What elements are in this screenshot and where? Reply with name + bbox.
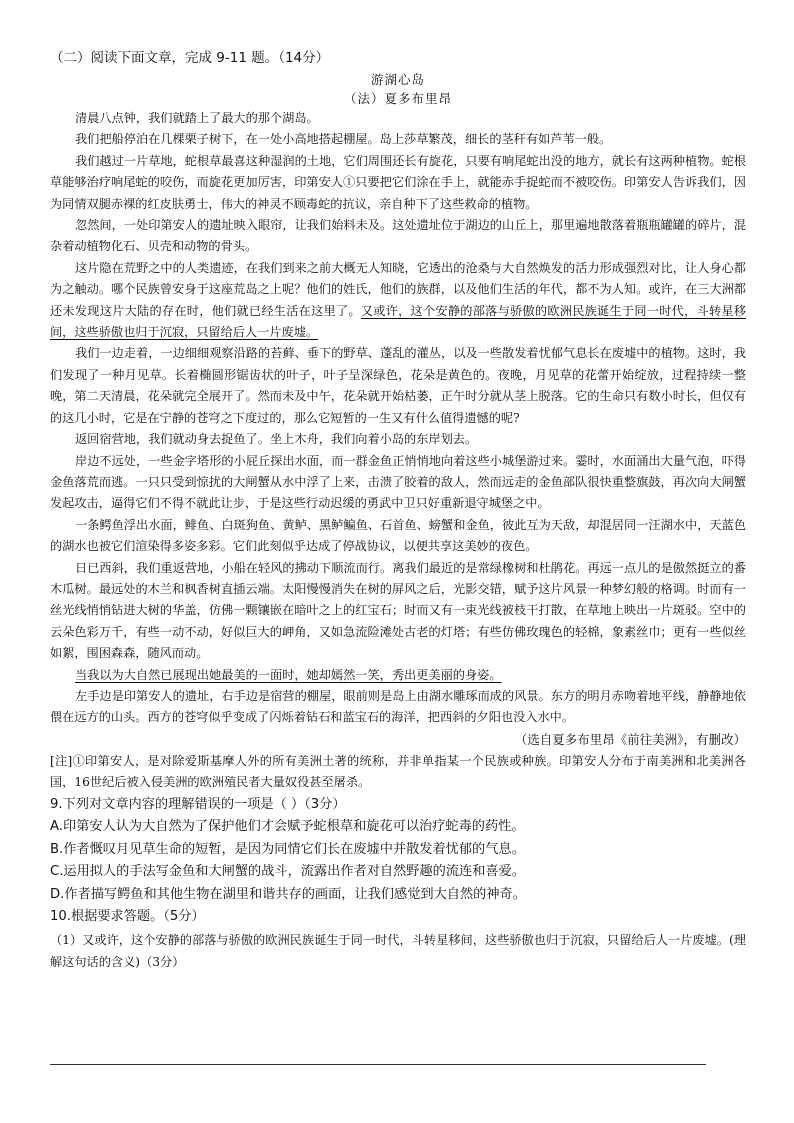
question-10-sub-1: （1）又或许，这个安静的部落与骄傲的欧洲民族诞生于同一时代，斗转星移间，这些骄傲也归于沉寂，只留给后人一片废墟。(理解这句话的含义)（3分） xyxy=(50,932,746,969)
paragraph-7: 返回宿营地，我们就动身去捉鱼了。坐上木舟，我们向着小岛的东岸划去。 xyxy=(75,432,478,447)
section-header: （二）阅读下面文章，完成 9-11 题。（14分） xyxy=(50,50,330,66)
underlined-sentence: 又或许，这个安静的部落与骄傲的欧洲民族诞生于同一时代，斗转星移间，这些骄傲也归于沉寂，只留给后人一片废墟。 xyxy=(50,303,747,340)
article-source: （选自夏多布里昂《前往美洲》，有删改） xyxy=(514,731,746,747)
paragraph-9: 一条鳄鱼浮出水面，鲱鱼、白斑狗鱼、黄鲈、黑鲈鳊鱼、石首鱼、螃蟹和金鱼，彼此互为天敌，却混居同一汪湖水中，天蓝色的湖水也被它们渲染得多姿多彩。它们此刻似乎达成了停战协议，以便共享这美妙的夜色。 xyxy=(50,517,746,554)
question-9-stem: 9.下列对文章内容的理解错误的一项是（ ）（3分） xyxy=(50,796,346,812)
paragraph-1: 清晨八点钟，我们就踏上了最大的那个湖岛。 xyxy=(75,111,319,125)
question-9-option-a: A.印第安人认为大自然为了保护他们才会赋予蛇根草和旋花可以治疗蛇毒的药性。 xyxy=(50,819,525,835)
exam-page xyxy=(50,48,746,973)
article-author: （法）夏多布里昂 xyxy=(343,91,452,106)
question-9-option-b: B.作者慨叹月见草生命的短暂，是因为同情它们长在废墟中并散发着忧郁的气息。 xyxy=(50,841,525,857)
answer-line[interactable] xyxy=(50,1064,706,1065)
question-10-stem: 10.根据要求答题。（5分） xyxy=(50,909,205,925)
paragraph-10: 日已西斜，我们重返营地，小船在轻风的拂动下顺流而行。离我们最近的是常绿橡树和杜鹃花。再远一点儿的是傲然挺立的番木瓜树。最远处的木兰和枫香树直插云端。太阳慢慢消失在树的屏风之后，光影交错，赋予这片风景一种梦幻般的格调。时而有一丝光线悄悄钻进大树的华盖，仿佛一颗镶嵌在暗叶之上的红宝石；时而又有一束光线被枝干打散，在草地上映出一片斑驳。空中的云朵色彩万千，有些一动不动，好似巨大的岬角，又如急流险滩处古老的灯塔；有些仿佛玫瑰色的轻棉，象素丝巾；更有一些似丝如絮，围困森森，随风而动。 xyxy=(50,560,746,661)
paragraph-3: 我们越过一片草地，蛇根草最喜这种湿润的土地，它们周围还长有旋花，只要有响尾蛇出没的地方，就长有这两种植物。蛇根草能够治疗响尾蛇的咬伤，而旋花更加厉害，印第安人①只要把它们涂在手上，就能赤手捉蛇而不被咬伤。印第安人告诉我们，因为同情双腿赤裸的红皮肤勇士，伟大的神灵不顾毒蛇的抗议，亲自种下了这些救命的植物。 xyxy=(50,153,746,211)
article-title: 游湖心岛 xyxy=(370,72,425,87)
question-9-option-d: D.作者描写鳄鱼和其他生物在湖里和谐共存的画面，让我们感觉到大自然的神奇。 xyxy=(50,886,526,902)
paragraph-5 xyxy=(50,258,746,344)
paragraph-5-text: 这片隐在荒野之中的人类遗迹，在我们到来之前大概无人知晓，它透出的沧桑与大自然焕发的活力形成强烈对比，让人身心都为之触动。哪个民族曾安身于这座荒岛之上呢？他们的姓氏，他们的族群，以及他们生活的年代，都不为人知。或许，在三大洲都还未发现这片大陆的存在时，他们就已经生活在这里了。 xyxy=(50,260,746,318)
paragraph-12: 左手边是印第安人的遗址，右手边是宿营的棚屋，眼前则是岛上由湖水雕琢而成的风景。东方的明月赤吻着地平线，静静地依偎在远方的山头。西方的苍穹似乎变成了闪烁着钻石和蓝宝石的海洋，把西斜的夕阳也没入水中。 xyxy=(50,688,746,725)
paragraph-4: 忽然间，一处印第安人的遗址映入眼帘，让我们始料未及。这处遗址位于湖边的山丘上，那里遍地散落着瓶瓶罐罐的碎片，混杂着动植物化石、贝壳和动物的骨头。 xyxy=(50,218,746,254)
paragraph-8: 岸边不远处，一些金字塔形的小屁丘探出水面，而一群金鱼正悄悄地向着这些小城堡游过来。霎时，水面涌出大量气泡，吓得金鱼落荒而逃。一只只受到惊扰的大闸蟹从水中浮了上来，击溃了胶着的敌人，然而远走的金鱼部队很快重整旗鼓，再次向大闸蟹发起攻击，逼得它们不得不就此让步，于是这些行动迟缓的勇武中卫只好重新退守城堡之中。 xyxy=(50,453,746,511)
question-9-option-c: C.运用拟人的手法写金鱼和大闸蟹的战斗，流露出作者对自然野趣的流连和喜爱。 xyxy=(50,864,525,880)
footnote: [注]①印第安人，是对除爱斯基摩人外的所有美洲土著的统称，并非单指某一个民族或种族。印第安人分布于南美洲和北美洲各国，16世纪后被入侵美洲的欧洲殖民者大量奴役甚至屠杀。 xyxy=(50,753,746,790)
paragraph-11: 当我以为大自然已展现出她最美的一面时，她却嫣然一笑，秀出更美丽的身姿。 xyxy=(75,667,502,682)
paragraph-6: 我们一边走着，一边细细观察沿路的苔藓、垂下的野草、蓬乱的灌丛，以及一些散发着忧郁气息长在废墟中的植物。这时，我们发现了一种月见草。长着椭圆形锯齿状的叶子，叶子呈深绿色，花朵是黄色的。夜晚，月见草的花蕾开始绽放，过程持续一整晚，第二天清晨，花朵就完全展开了。然而未及中午，花朵就开始枯萎，正午时分就从茎上脱落。它的生命只有数小时长，但仅有的这几小时，它是在宁静的苍穹之下度过的，那么它短暂的一生又有什么值得遗憾的呢? xyxy=(50,346,746,425)
paragraph-2: 我们把船停泊在几棵栗子树下，在一处小高地搭起棚屋。岛上莎草繁茂，细长的茎秆有如芦苇一般。 xyxy=(75,132,612,147)
